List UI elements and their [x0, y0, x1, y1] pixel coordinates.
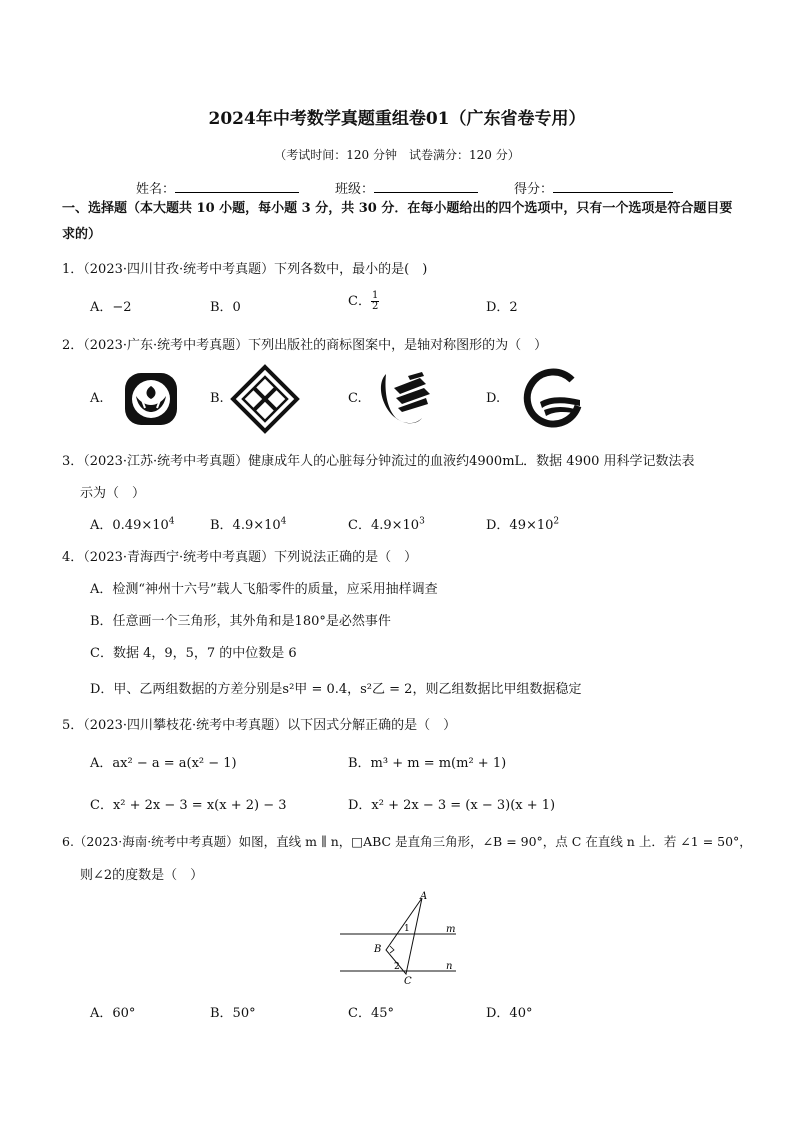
label-m: m	[446, 924, 456, 935]
question-2-stem: 2．（2023·广东·统考中考真题）下列出版社的商标图案中，是轴对称图形的为（ ）	[62, 338, 548, 353]
q3-option-d[interactable]	[486, 514, 559, 533]
q4-option-b[interactable]: B．任意画一个三角形，其外角和是180°是必然事件	[90, 614, 391, 629]
q6-option-b[interactable]: B．50°	[210, 1006, 256, 1021]
geometry-figure	[334, 890, 464, 990]
q3-option-d-text: D．49×10	[486, 518, 554, 533]
class-label: 班级：	[335, 182, 375, 197]
question-6-stem-continued: 则∠2的度数是（ ）	[80, 868, 204, 883]
publisher-logo-b-icon	[230, 364, 300, 434]
exam-subtitle: （考试时间：120 分钟 试卷满分：120 分）	[274, 148, 520, 162]
name-field[interactable]	[175, 179, 299, 193]
question-5-stem: 5．（2023·四川攀枝花·统考中考真题）以下因式分解正确的是（ ）	[62, 718, 457, 733]
q6-option-a[interactable]: A．60°	[90, 1006, 136, 1021]
fraction-denominator: 2	[371, 301, 379, 312]
label-a: A	[420, 891, 428, 902]
question-1-stem: 1．（2023·四川甘孜·统考中考真题）下列各数中，最小的是( )	[62, 262, 428, 277]
q4-option-c[interactable]: C．数据 4，9，5，7 的中位数是 6	[90, 646, 297, 661]
triangle-abc	[386, 898, 422, 974]
publisher-logo-a-icon	[120, 368, 182, 430]
name-label: 姓名：	[136, 182, 176, 197]
section-heading: 一、选择题（本大题共 10 小题，每小题 3 分，共 30 分．在每小题给出的四个选项中，只有一个选项是符合题目要求的）	[62, 201, 733, 242]
q2-option-c[interactable]: C.	[348, 391, 362, 406]
q5-option-c[interactable]: C．x² + 2x − 3 = x(x + 2) − 3	[90, 798, 287, 813]
q5-option-a[interactable]: A．ax² − a = a(x² − 1)	[90, 756, 237, 771]
q4-option-a[interactable]: A．检测“神州十六号”载人飞船零件的质量，应采用抽样调查	[90, 582, 438, 597]
question-4-stem: 4．（2023·青海西宁·统考中考真题）下列说法正确的是（ ）	[62, 550, 418, 565]
q1-option-a[interactable]: A．−2	[90, 300, 132, 315]
q1-option-c[interactable]	[348, 290, 379, 312]
exponent: 3	[419, 516, 425, 527]
q6-option-d[interactable]: D．40°	[486, 1006, 533, 1021]
question-6-stem: 6.（2023·海南·统考中考真题）如图，直线 m ∥ n，□ABC 是直角三角形，∠B = 90°，点 C 在直线 n 上．若 ∠1 = 50°，	[62, 834, 752, 849]
page-title: 2024年中考数学真题重组卷01（广东省卷专用）	[208, 109, 586, 129]
student-info-line	[136, 178, 673, 197]
q6-option-c[interactable]: C．45°	[348, 1006, 394, 1021]
exponent: 2	[553, 516, 560, 527]
q1-option-b[interactable]: B．0	[210, 300, 241, 315]
exponent: 4	[168, 516, 175, 527]
q3-option-a-text: A．0.49×10	[90, 518, 169, 533]
q5-option-b[interactable]: B．m³ + m = m(m² + 1)	[348, 756, 507, 771]
question-3-stem: 3．（2023·江苏·统考中考真题）健康成年人的心脏每分钟流过的血液约4900mL．数据 4900 用科学记数法表	[62, 454, 695, 469]
label-n: n	[446, 961, 453, 972]
q1-option-d[interactable]: D．2	[486, 300, 518, 315]
question-3-stem-continued: 示为（ ）	[80, 486, 146, 501]
q4-option-d[interactable]: D．甲、乙两组数据的方差分别是s²甲 = 0.4，s²乙 = 2，则乙组数据比甲组数据稳定	[90, 682, 582, 697]
q5-option-d[interactable]: D．x² + 2x − 3 = (x − 3)(x + 1)	[348, 798, 556, 813]
publisher-logo-c-icon	[372, 368, 436, 434]
q3-option-c-text: C．4.9×10	[348, 518, 420, 533]
q1-option-c-label: C．	[348, 294, 371, 309]
fraction	[371, 291, 379, 312]
fraction-numerator: 1	[371, 290, 379, 301]
angle-1-label: 1	[404, 924, 410, 934]
score-field[interactable]	[553, 179, 673, 193]
q3-option-c[interactable]	[348, 514, 425, 533]
q3-option-b-text: B．4.9×10	[210, 518, 281, 533]
publisher-logo-d-icon	[520, 366, 586, 432]
q2-option-d[interactable]: D.	[486, 391, 501, 406]
right-angle-mark	[390, 946, 394, 953]
angle-2-label: 2	[394, 962, 400, 972]
score-label: 得分：	[514, 182, 554, 197]
q2-option-b[interactable]: B.	[210, 391, 224, 406]
exponent: 4	[280, 516, 287, 527]
q2-option-a[interactable]: A.	[90, 391, 104, 406]
class-field[interactable]	[374, 179, 478, 193]
q3-option-a[interactable]	[90, 514, 175, 533]
label-c: C	[404, 976, 412, 987]
q3-option-b[interactable]	[210, 514, 286, 533]
label-b: B	[374, 944, 382, 955]
